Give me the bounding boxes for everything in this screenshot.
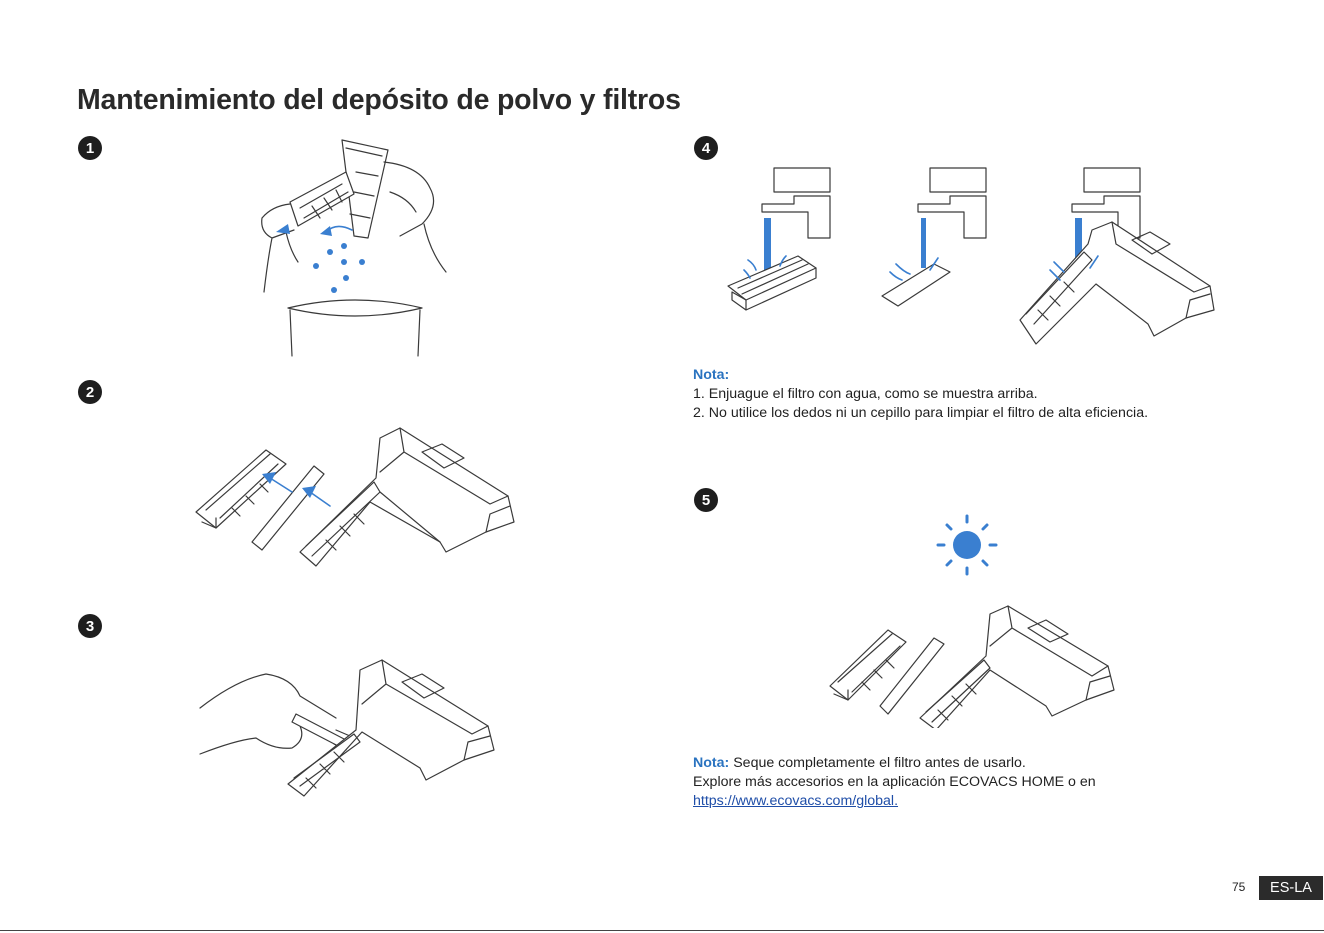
empty-dust-bin-illustration <box>250 132 460 358</box>
ecovacs-link[interactable]: https://www.ecovacs.com/global. <box>693 793 899 809</box>
rinse-note <box>693 366 1148 423</box>
bottom-divider <box>0 930 1324 931</box>
step-3-badge: 3 <box>78 614 102 638</box>
dry-note-label: Nota: <box>693 755 730 771</box>
step-5-badge: 5 <box>694 488 718 512</box>
page-title: Mantenimiento del depósito de polvo y filtros <box>77 84 681 116</box>
dry-note <box>693 754 1096 811</box>
rinse-note-line-2: 2. No utilice los dedos ni un cepillo para limpiar el filtro de alta eficiencia. <box>693 405 1149 421</box>
sun-icon <box>934 514 1000 576</box>
language-badge: ES-LA <box>1259 876 1323 900</box>
rinse-note-label: Nota: <box>693 367 730 383</box>
step-1-badge: 1 <box>78 136 102 160</box>
dry-note-line-2: Explore más accesorios en la aplicación ECOVACS HOME o en <box>693 774 1096 790</box>
dry-note-text: Seque completamente el filtro antes de usarlo. <box>733 755 1026 771</box>
remove-filters-illustration <box>190 422 520 588</box>
page-number: 75 <box>1232 880 1246 894</box>
brush-filter-illustration <box>196 656 506 802</box>
rinse-with-water-illustration <box>724 160 1220 352</box>
rinse-note-line-1: 1. Enjuague el filtro con agua, como se muestra arriba. <box>693 386 1038 402</box>
step-4-badge: 4 <box>694 136 718 160</box>
step-2-badge: 2 <box>78 380 102 404</box>
dry-in-sun-illustration <box>826 602 1116 728</box>
